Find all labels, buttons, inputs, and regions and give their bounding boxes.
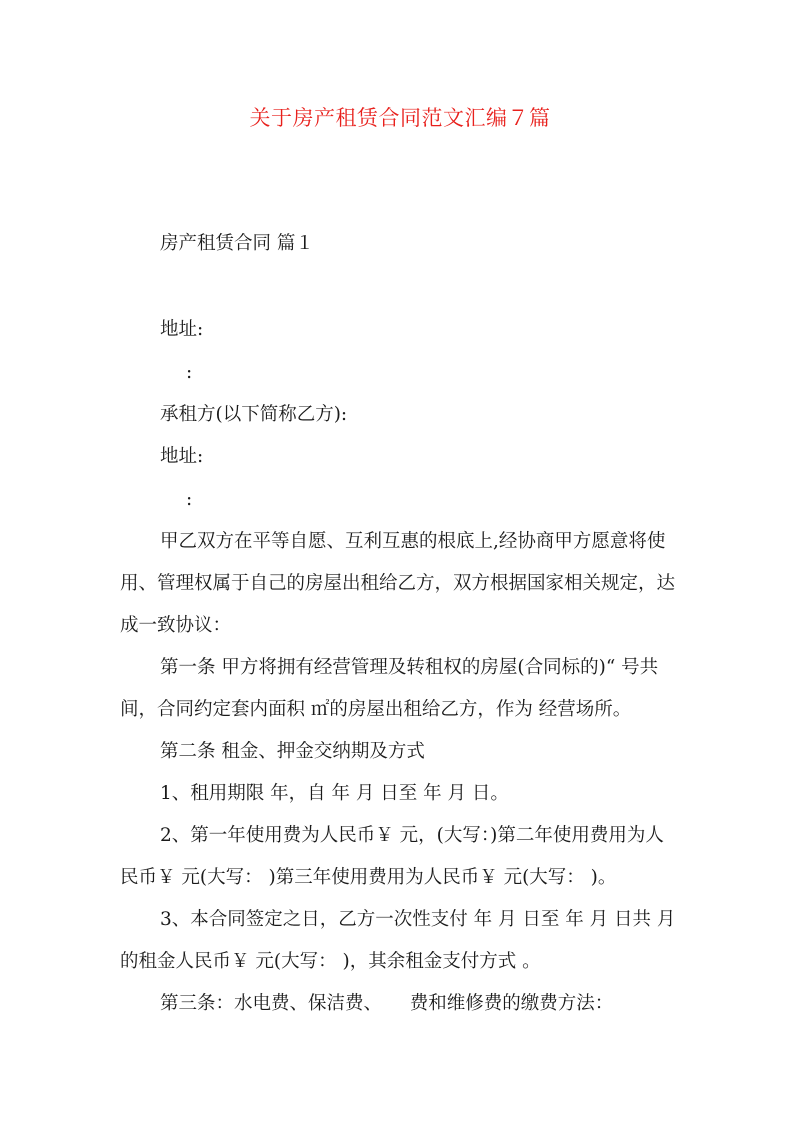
document-title: 关于房产租赁合同范文汇编７篇 — [249, 106, 551, 130]
clause-line: 3、本合同签定之日，乙方一次性支付 年 月 日至 年 月 日共 月 — [160, 909, 676, 930]
section-heading: 房产租赁合同 篇１ — [160, 233, 314, 254]
clause-heading: 第二条 租金、押金交纳期及方式 — [160, 741, 425, 762]
field-address-lessee: 地址: — [160, 446, 204, 467]
field-blank-colon: : — [186, 362, 193, 383]
paragraph-line: 甲乙双方在平等自愿、互利互惠的根底上,经协商甲方愿意将使 — [160, 531, 666, 552]
paragraph-line: 成一致协议： — [120, 615, 232, 636]
clause-line: 民币￥ 元(大写： )第三年使用费用为人民币￥ 元(大写： )。 — [120, 867, 617, 888]
field-blank-colon: : — [186, 489, 193, 510]
clause-line: 间，合同约定套内面积 ㎡的房屋出租给乙方，作为 经营场所。 — [120, 699, 632, 720]
field-lessee: 承租方(以下简称乙方): — [160, 404, 348, 425]
clause-line: 1、租用期限 年，自 年 月 日至 年 月 日。 — [160, 783, 509, 804]
field-address-lessor: 地址: — [160, 319, 204, 340]
clause-line: 第一条 甲方将拥有经营管理及转租权的房屋(合同标的)“ 号共 — [160, 657, 659, 678]
clause-heading: 第三条：水电费、保洁费、 费和维修费的缴费方法： — [160, 993, 614, 1014]
paragraph-line: 用、管理权属于自己的房屋出租给乙方，双方根据国家相关规定，达 — [120, 573, 676, 594]
clause-line: 2、第一年使用费为人民币￥ 元，(大写：)第二年使用费用为人 — [160, 825, 664, 846]
clause-line: 的租金人民币￥ 元(大写： )，其余租金支付方式 。 — [120, 951, 541, 972]
